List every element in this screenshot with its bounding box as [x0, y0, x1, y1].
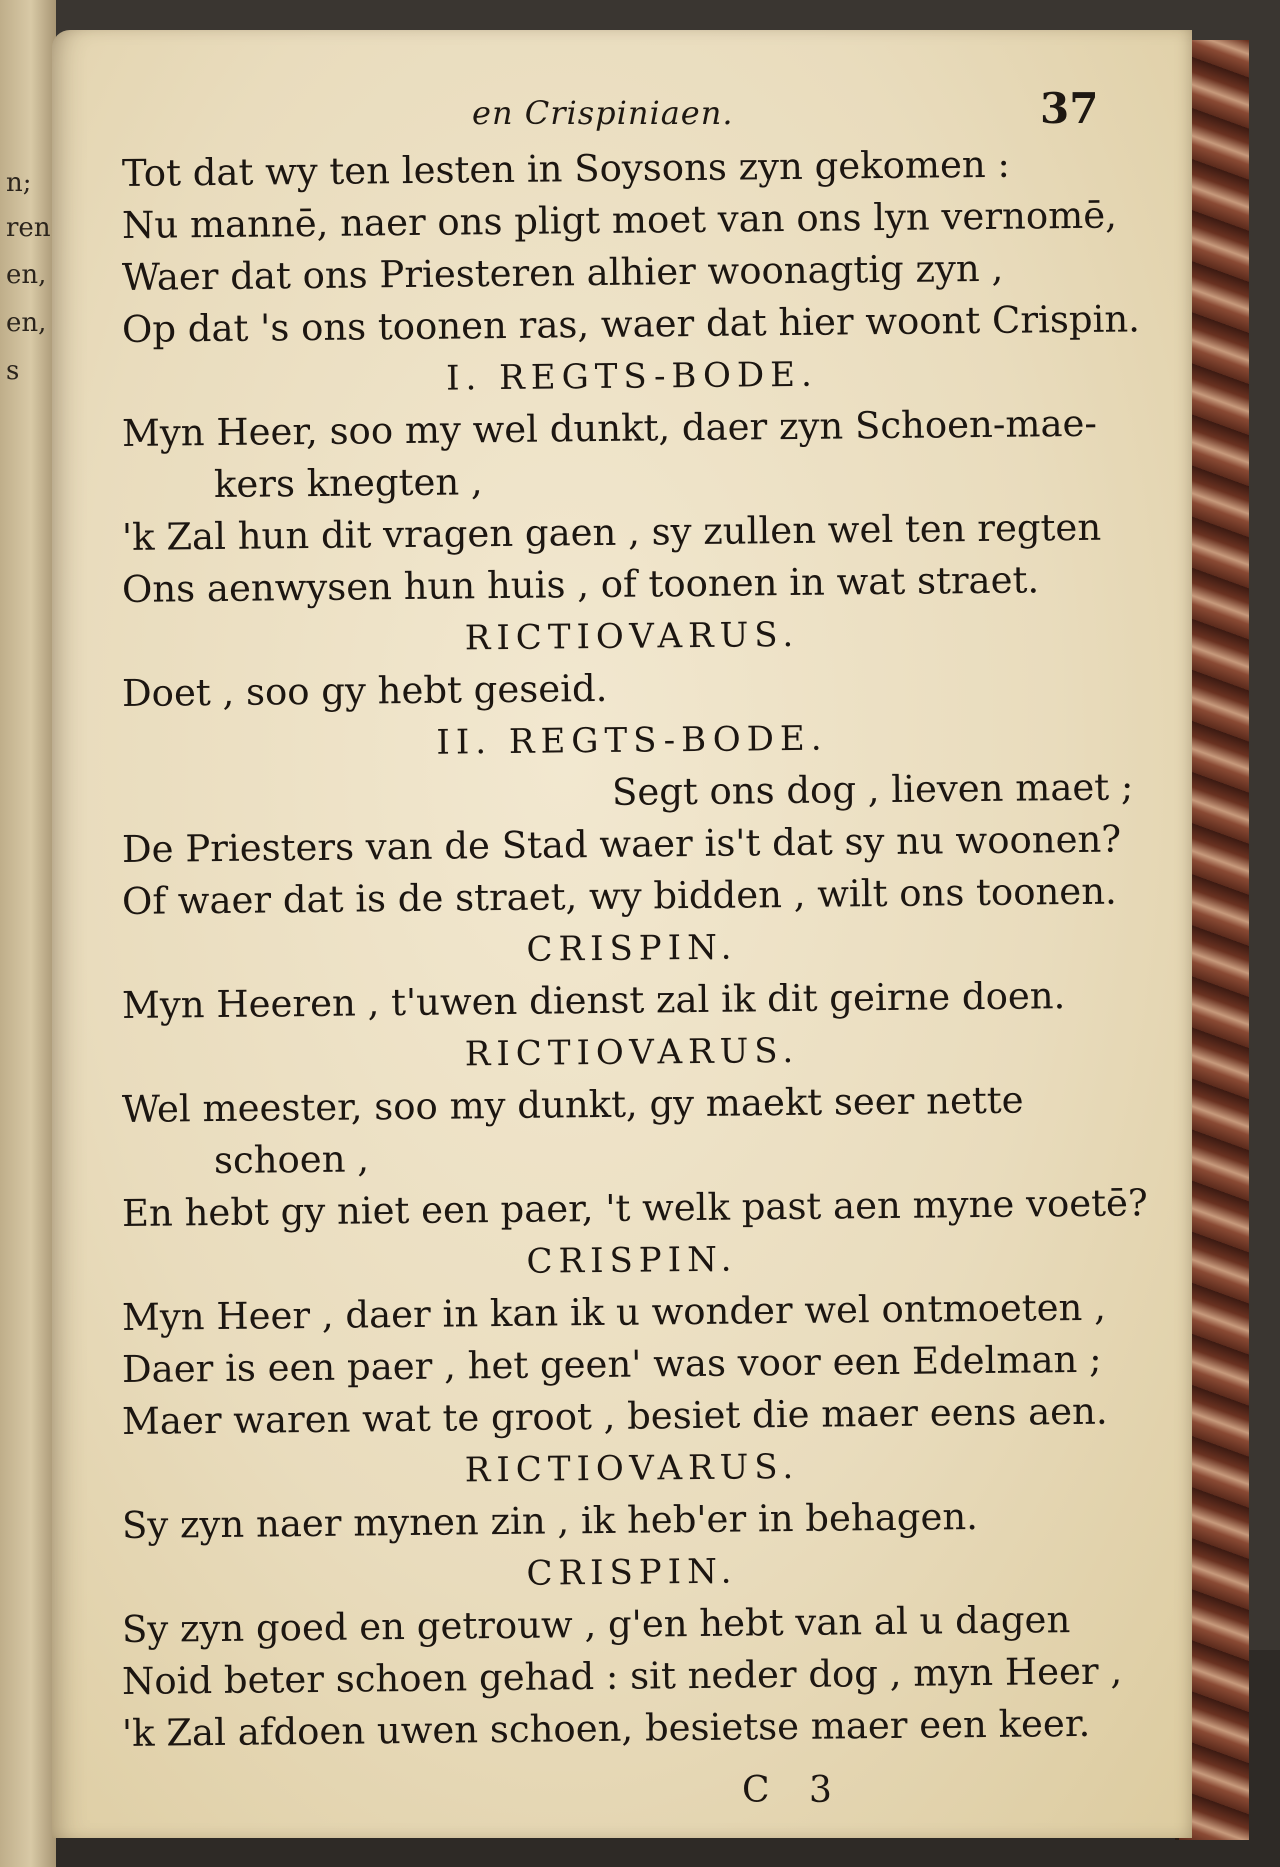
running-title: en Crispiniaen. — [472, 94, 734, 132]
speaker-heading: RICTIOVARUS. — [464, 614, 800, 659]
page-header — [52, 82, 1192, 142]
speaker-heading: RICTIOVARUS. — [464, 1446, 800, 1491]
verse-line: Maer waren wat te groot , besiet die maer eens aen. — [121, 1389, 1108, 1443]
verse-line: Myn Heer , daer in kan ik u wonder wel ontmoeten , — [121, 1285, 1107, 1339]
speaker-heading: RICTIOVARUS. — [464, 1030, 800, 1075]
speaker-heading: II. REGTS-BODE. — [436, 718, 828, 763]
speaker-heading: CRISPIN. — [526, 927, 738, 970]
signature-mark: C 3 — [742, 1770, 846, 1811]
verse-line: Wel meester, soo my dunkt, gy maekt seer nette — [121, 1078, 1024, 1131]
speaker-heading: CRISPIN. — [526, 1239, 738, 1282]
verse-line: Op dat 's ons toonen ras, waer dat hier woont Crispin. — [121, 297, 1141, 351]
verse-line: Nu mannē, naer ons pligt moet van ons lyn vernomē, — [121, 193, 1118, 247]
facing-page-fragment: n; — [6, 168, 32, 198]
verse-line: Sy zyn naer mynen zin , ik heb'er in behagen. — [121, 1495, 979, 1547]
speaker-heading: CRISPIN. — [526, 1551, 738, 1594]
book-page — [52, 30, 1192, 1838]
verse-line: Of waer dat is de straet, wy bidden , wilt ons toonen. — [121, 869, 1118, 923]
facing-page-fragment: ren — [6, 213, 51, 243]
verse-line: Myn Heer, soo my wel dunkt, daer zyn Schoen-mae- — [121, 401, 1098, 455]
verse-line: Doet , soo gy hebt geseid. — [121, 666, 608, 715]
facing-page-fragment: en, — [6, 260, 47, 290]
verse-line: Segt ons dog , lieven maet ; — [611, 765, 1134, 814]
verse-line: Sy zyn goed en getrouw , g'en hebt van al u dagen — [121, 1598, 1071, 1651]
verse-line: Daer is een paer , het geen' was voor een Edelman ; — [121, 1337, 1102, 1391]
facing-page-fragment: en, — [6, 308, 47, 338]
facing-page-fragment: s — [6, 356, 20, 386]
verse-line: En hebt gy niet een paer, 't welk past aen myne voetē? — [121, 1181, 1148, 1235]
play-text — [121, 142, 1162, 1760]
verse-line: Noid beter schoen gehad : sit neder dog , myn Heer , — [121, 1649, 1123, 1703]
verse-line: De Priesters van de Stad waer is't dat sy nu woonen? — [121, 817, 1122, 871]
speaker-heading: I. REGTS-BODE. — [445, 354, 819, 399]
verse-line: 'k Zal hun dit vragen gaen , sy zullen wel ten regten — [121, 505, 1102, 559]
facing-page-edge — [0, 0, 56, 1867]
verse-line: Waer dat ons Priesteren alhier woonagtig zyn , — [121, 246, 1004, 299]
verse-line: Ons aenwysen hun huis , of toonen in wat straet. — [121, 558, 1040, 611]
verse-line: kers knegten , — [213, 460, 483, 507]
verse-line: Tot dat wy ten lesten in Soysons zyn gekomen : — [121, 142, 1011, 195]
verse-line: schoen , — [213, 1137, 370, 1183]
verse-line: 'k Zal afdoen uwen schoen, besietse maer een keer. — [121, 1701, 1091, 1755]
page-number: 37 — [1040, 84, 1099, 133]
verse-line: Myn Heeren , t'uwen dienst zal ik dit geirne doen. — [121, 974, 1066, 1027]
